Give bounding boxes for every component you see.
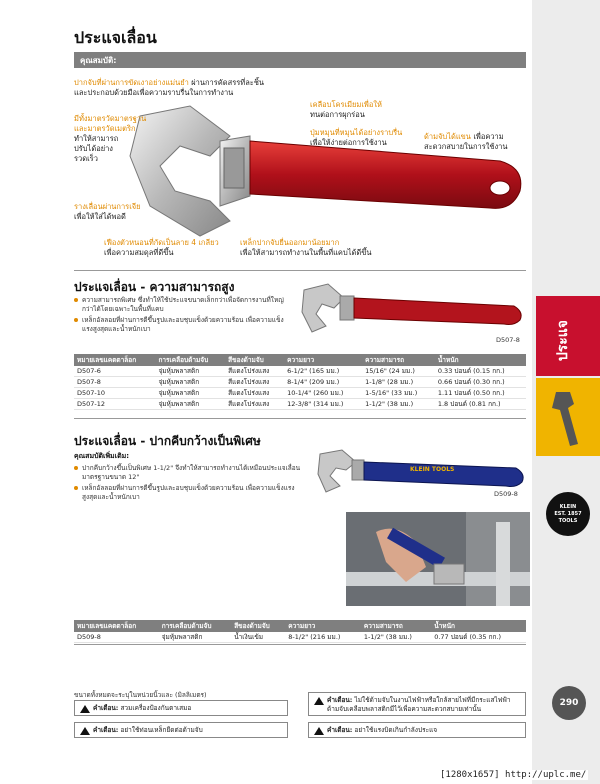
table-cell: 1.8 ปอนด์ (0.81 กก.) <box>435 399 526 410</box>
callout-jaw-offset-text: เพื่อให้สามารถทำงานในพื้นที่แคบได้ดีขึ้น <box>240 248 372 257</box>
callout-handle-text2: สะดวกสบายในการใช้งาน <box>424 142 508 151</box>
table-cell: D507-8 <box>74 377 155 388</box>
warning-text: ไม่ใช้ด้ามจับในงานไฟฟ้าหรือใกล้สายไฟที่มีกระแสไฟฟ้า ด้ามจับเคลือบพลาสติกมีไว้เพื่อความสะดวกสบายเท่านั้น <box>327 696 511 713</box>
table-cell: D509-8 <box>74 632 159 643</box>
table-row <box>74 399 526 410</box>
spec-table-d509 <box>74 620 526 643</box>
col-header: หมายเลขแคตตาล็อก <box>74 354 155 366</box>
warning-box <box>74 700 288 716</box>
warning-box <box>74 722 288 738</box>
spec-table-d507 <box>74 354 526 410</box>
page-title: ประแจเลื่อน <box>74 28 157 47</box>
table-cell: 0.66 ปอนด์ (0.30 กก.) <box>435 377 526 388</box>
divider <box>74 644 526 645</box>
table-cell: 1-5/16" (33 มม.) <box>362 388 435 399</box>
table-cell: สีแดงโปร่งแสง <box>225 366 284 377</box>
table-cell: 10-1/4" (260 มม.) <box>284 388 362 399</box>
table-cell: 1-1/2" (38 มม.) <box>361 632 431 643</box>
page-number: 290 <box>552 686 586 720</box>
table-cell: จุ่มหุ้มพลาสติก <box>155 366 225 377</box>
callout-jaws-highlight: ปากจับที่ผ่านการขัดเงาอย่างแม่นยำ <box>74 78 189 87</box>
col-header: ความยาว <box>284 354 362 366</box>
col-header: น้ำหนัก <box>435 354 526 366</box>
callout-scales-text2: ปรับได้อย่าง <box>74 144 113 153</box>
warning-box <box>308 692 526 716</box>
callout-scales-text3: รวดเร็ว <box>74 154 98 163</box>
callout-knurl-highlight: ปุ่มหมุนที่หมุนได้อย่างราบรื่น <box>310 128 403 137</box>
table-cell: D507-6 <box>74 366 155 377</box>
callout-handle <box>424 132 508 152</box>
table-cell: น้ำเงินเข้ม <box>231 632 285 643</box>
warning-label: คำเตือน: <box>93 726 119 734</box>
table-cell: จุ่มหุ้มพลาสติก <box>155 388 225 399</box>
section2-title: ประแจเลื่อน - ปากคีบกว้างเป็นพิเศษ <box>74 434 261 448</box>
table-cell: 1-1/2" (38 มม.) <box>362 399 435 410</box>
callout-rail-highlight: รางเลื่อนผ่านการเจีย <box>74 202 141 211</box>
section1-bullets <box>74 296 294 336</box>
callout-worm-highlight: เฟืองตัวหนอนที่กัดเป็นลาย 4 เกลียว <box>104 238 219 247</box>
warning-label: คำเตือน: <box>327 726 353 734</box>
section2-bullet: เหล็กอัลลอยที่ผ่านการตีขึ้นรูปและอบชุบแข็งด้วยความร้อน เพื่อความแข็งแรงสูงสุดและน้ำหนักเบา <box>74 484 304 502</box>
callout-scales <box>74 114 146 164</box>
callout-chrome-highlight: เคลือบโครเมียมเพื่อให้ <box>310 100 382 109</box>
section1-bullet: เหล็กอัลลอยที่ผ่านการตีขึ้นรูปและอบชุบแข็งด้วยความร้อน เพื่อความแข็งแรงสูงสุดและน้ำหนักเบา <box>74 316 294 334</box>
warning-text: อย่าใช้แรงบิดเกินกำลังประแจ <box>354 726 438 734</box>
logo-text-bottom: TOOLS <box>558 517 578 524</box>
section2-sub-label: คุณสมบัติเพิ่มเติม: <box>74 452 130 460</box>
watermark-text: [1280x1657] http://uplc.me/ <box>440 770 587 780</box>
callout-chrome-text: ทนต่อการผุกร่อน <box>310 110 365 119</box>
warning-box <box>308 722 526 738</box>
table-cell: 8-1/4" (209 มม.) <box>284 377 362 388</box>
divider <box>74 418 526 419</box>
callout-knurl <box>310 128 402 148</box>
section1-bullet: ความสามารถพิเศษ ซึ่งทำให้ใช้ประแจขนาดเล็กกว่าเพื่อจัดการงานที่ใหญ่กว่าได้โดยเฉพาะในพื้นที่แคบ <box>74 296 294 314</box>
logo-text-top: KLEIN <box>559 503 577 510</box>
table-cell: 6-1/2" (165 มม.) <box>284 366 362 377</box>
col-header: หมายเลขแคตตาล็อก <box>74 620 159 632</box>
callout-worm <box>104 238 219 258</box>
warning-icon <box>314 727 324 735</box>
warning-icon <box>80 727 90 735</box>
col-header: ความสามารถ <box>362 354 435 366</box>
table-row <box>74 377 526 388</box>
product-image-d507 <box>300 282 526 334</box>
table-cell: สีแดงโปร่งแสง <box>225 399 284 410</box>
brand-logo <box>546 492 590 536</box>
callout-jaw-offset-highlight: เหล็กปากจับยื่นออกมาน้อยมาก <box>240 238 340 247</box>
callout-scales-text1: ทำให้สามารถ <box>74 134 119 143</box>
wrench-icon <box>548 388 594 448</box>
callout-chrome <box>310 100 382 120</box>
col-header: สีของด้ามจับ <box>231 620 285 632</box>
callout-rail-text: เพื่อให้ใส่ได้พอดี <box>74 212 126 221</box>
divider <box>74 270 526 271</box>
table-cell: สีแดงโปร่งแสง <box>225 388 284 399</box>
table-cell: 12-3/8" (314 มม.) <box>284 399 362 410</box>
table-cell: 15/16" (24 มม.) <box>362 366 435 377</box>
callout-knurl-text: เพื่อให้ง่ายต่อการใช้งาน <box>310 138 387 147</box>
table-cell: 0.33 ปอนด์ (0.15 กก.) <box>435 366 526 377</box>
warning-text: สวมเครื่องป้องกันตาเสมอ <box>120 704 192 712</box>
table-cell: จุ่มหุ้มพลาสติก <box>155 399 225 410</box>
features-header: คุณสมบัติ: <box>74 52 526 68</box>
callout-scales-highlight1: มีทั้งมาตรวัดมาตรฐาน <box>74 114 147 123</box>
table-cell: 1-1/8" (28 มม.) <box>362 377 435 388</box>
logo-text-mid: EST. 1857 <box>554 510 582 517</box>
col-header: การเคลือบด้ามจับ <box>159 620 231 632</box>
col-header: สีของด้ามจับ <box>225 354 284 366</box>
table-cell: 1.11 ปอนด์ (0.50 กก.) <box>435 388 526 399</box>
model-tag-d509: D509-8 <box>494 490 518 498</box>
table-row <box>74 632 526 643</box>
table-cell: สีแดงโปร่งแสง <box>225 377 284 388</box>
table-cell: D507-12 <box>74 399 155 410</box>
warning-icon <box>80 705 90 713</box>
callout-jaws-text2: และประกอบด้วยมือเพื่อความราบรื่นในการทำงาน <box>74 88 234 97</box>
model-tag-d507: D507-8 <box>496 336 520 344</box>
callout-jaw-offset <box>240 238 371 258</box>
callout-handle-highlight: ด้ามจับได้แขน <box>424 132 471 141</box>
callout-scales-highlight2: และมาตรวัดเมตริก <box>74 124 136 133</box>
section2-bullet: ปากคีบกว้างขึ้นเป็นพิเศษ 1-1/2" จึงทำให้สามารถทำงานได้เหมือนประแจเลื่อนมาตรฐานขนาด 12" <box>74 464 304 482</box>
table-cell: 0.77 ปอนด์ (0.35 กก.) <box>431 632 526 643</box>
section1-title: ประแจเลื่อน - ความสามารถสูง <box>74 280 235 294</box>
warning-icon <box>314 697 324 705</box>
callout-rail <box>74 202 141 222</box>
col-header: การเคลือบด้ามจับ <box>155 354 225 366</box>
table-row <box>74 388 526 399</box>
table-cell: จุ่มหุ้มพลาสติก <box>159 632 231 643</box>
usage-photo-illustration <box>346 512 530 606</box>
callout-jaws-text: ผ่านการคัดสรรที่ละชิ้น <box>191 78 265 87</box>
callout-handle-text1: เพื่อความ <box>473 132 504 141</box>
col-header: ความสามารถ <box>361 620 431 632</box>
warning-label: คำเตือน: <box>93 704 119 712</box>
handle-brand-text: KLEIN TOOLS <box>410 466 455 473</box>
callout-worm-text: เพื่อความสมดุลที่ดีขึ้น <box>104 248 174 257</box>
warning-text: อย่าใช้ท่อนเหล็กยืดต่อด้ามจับ <box>120 726 203 734</box>
table-cell: D507-10 <box>74 388 155 399</box>
callout-jaws <box>74 78 264 98</box>
table-cell: จุ่มหุ้มพลาสติก <box>155 377 225 388</box>
dimension-note: ขนาดทั้งหมดจะระบุในหน่วยนิ้วและ (มิลลิเมตร) <box>74 691 207 699</box>
col-header: น้ำหนัก <box>431 620 526 632</box>
warning-label: คำเตือน: <box>327 696 353 704</box>
usage-photo <box>346 512 530 606</box>
table-row <box>74 366 526 377</box>
col-header: ความยาว <box>285 620 361 632</box>
section2-bullets <box>74 452 304 504</box>
section-tab-label: ประแจ <box>555 320 571 362</box>
table-cell: 8-1/2" (216 มม.) <box>285 632 361 643</box>
